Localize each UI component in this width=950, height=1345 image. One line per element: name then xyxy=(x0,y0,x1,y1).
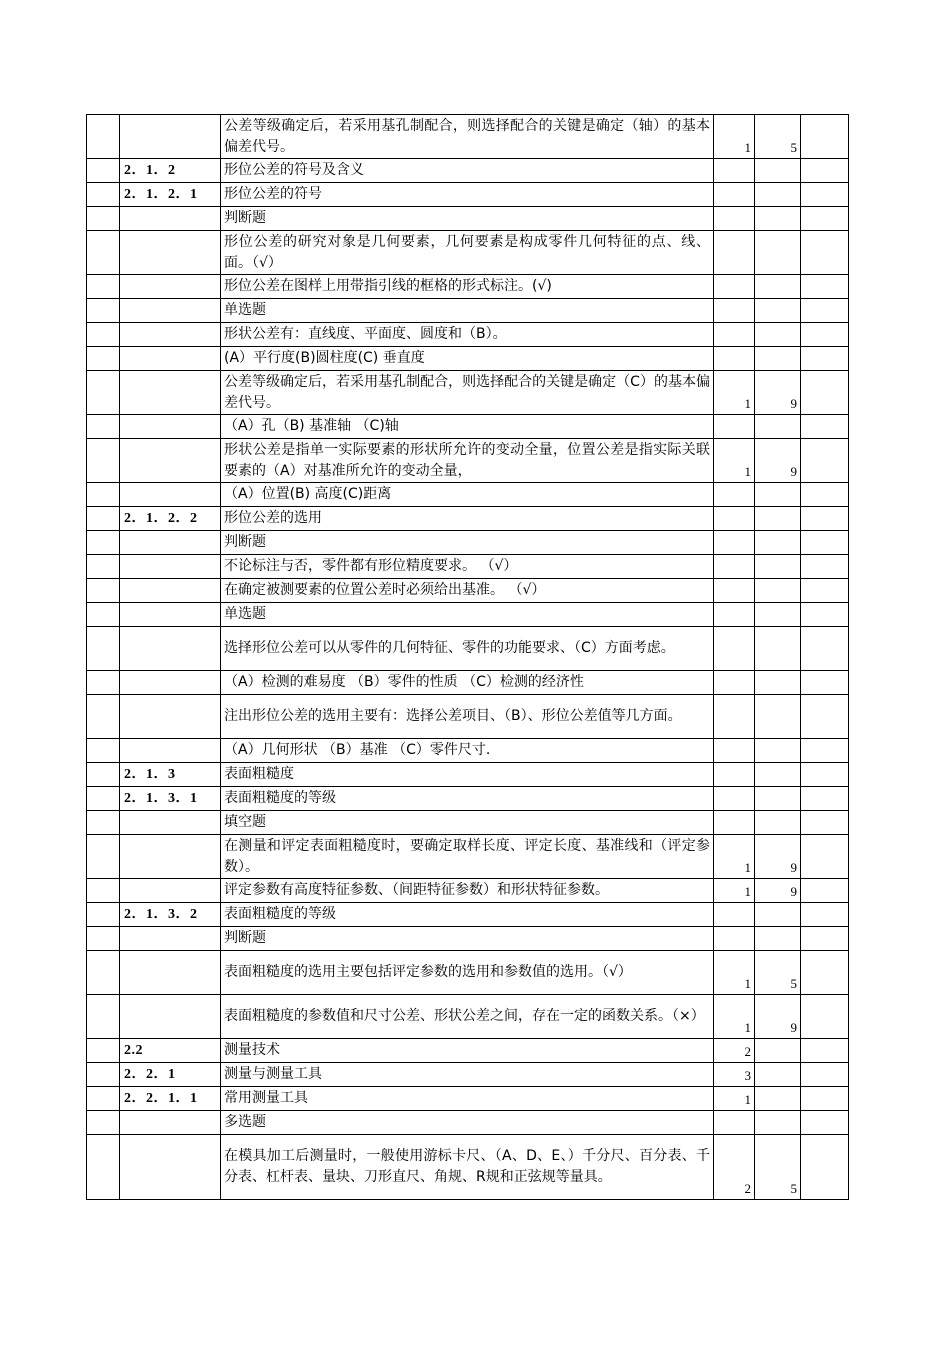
section-code-cell: 2．1．3．2 xyxy=(120,903,221,927)
section-code-cell: 2．2．1 xyxy=(120,1063,221,1087)
weight-cell xyxy=(755,275,801,299)
remark-cell xyxy=(801,183,849,207)
weight-cell xyxy=(755,415,801,439)
question-text-cell: （A）孔（B) 基准轴 （C)轴 xyxy=(221,415,714,439)
question-text-cell: 形状公差是指单一实际要素的形状所允许的变动全量，位置公差是指实际关联要素的（A）对基准所允许的变动全量， xyxy=(221,439,714,483)
index-cell xyxy=(87,439,120,483)
section-code-cell: 2．1．2．1 xyxy=(120,183,221,207)
section-code-cell xyxy=(120,835,221,879)
question-text-cell: 测量与测量工具 xyxy=(221,1063,714,1087)
question-text-cell: 单选题 xyxy=(221,603,714,627)
table-row xyxy=(87,1039,849,1063)
remark-cell xyxy=(801,1039,849,1063)
remark-cell xyxy=(801,347,849,371)
section-code-cell xyxy=(120,415,221,439)
table-row xyxy=(87,231,849,275)
index-cell xyxy=(87,507,120,531)
table-row xyxy=(87,159,849,183)
level-cell xyxy=(714,207,755,231)
section-code-cell: 2.2 xyxy=(120,1039,221,1063)
level-cell: 1 xyxy=(714,995,755,1039)
section-code-cell: 2．1．3．1 xyxy=(120,787,221,811)
remark-cell xyxy=(801,483,849,507)
remark-cell xyxy=(801,627,849,671)
weight-cell xyxy=(755,507,801,531)
section-code-cell xyxy=(120,995,221,1039)
table-row xyxy=(87,927,849,951)
weight-cell xyxy=(755,627,801,671)
table-row xyxy=(87,739,849,763)
table-row xyxy=(87,627,849,671)
index-cell xyxy=(87,323,120,347)
level-cell xyxy=(714,787,755,811)
question-text-cell: 单选题 xyxy=(221,299,714,323)
index-cell xyxy=(87,555,120,579)
weight-cell xyxy=(755,903,801,927)
table-row xyxy=(87,371,849,415)
weight-cell xyxy=(755,739,801,763)
remark-cell xyxy=(801,579,849,603)
remark-cell xyxy=(801,695,849,739)
remark-cell xyxy=(801,1063,849,1087)
question-text-cell: 形位公差在图样上用带指引线的框格的形式标注。(√) xyxy=(221,275,714,299)
remark-cell xyxy=(801,231,849,275)
section-code-cell: 2．1．3 xyxy=(120,763,221,787)
index-cell xyxy=(87,183,120,207)
level-cell xyxy=(714,299,755,323)
level-cell: 1 xyxy=(714,835,755,879)
remark-cell xyxy=(801,835,849,879)
level-cell xyxy=(714,671,755,695)
level-cell: 1 xyxy=(714,1087,755,1111)
remark-cell xyxy=(801,951,849,995)
level-cell: 1 xyxy=(714,371,755,415)
section-code-cell xyxy=(120,927,221,951)
table-row xyxy=(87,439,849,483)
index-cell xyxy=(87,231,120,275)
weight-cell: 9 xyxy=(755,371,801,415)
weight-cell: 9 xyxy=(755,439,801,483)
question-text-cell: 判断题 xyxy=(221,531,714,555)
index-cell xyxy=(87,1135,120,1200)
index-cell xyxy=(87,207,120,231)
level-cell xyxy=(714,811,755,835)
index-cell xyxy=(87,903,120,927)
remark-cell xyxy=(801,671,849,695)
index-cell xyxy=(87,299,120,323)
question-text-cell: 形位公差的研究对象是几何要素，几何要素是构成零件几何特征的点、线、面。（√） xyxy=(221,231,714,275)
remark-cell xyxy=(801,207,849,231)
level-cell: 3 xyxy=(714,1063,755,1087)
question-text-cell: （A）位置(B) 高度(C)距离 xyxy=(221,483,714,507)
question-text-cell: 常用测量工具 xyxy=(221,1087,714,1111)
index-cell xyxy=(87,763,120,787)
weight-cell xyxy=(755,347,801,371)
remark-cell xyxy=(801,603,849,627)
section-code-cell xyxy=(120,603,221,627)
question-text-cell: 表面粗糙度的等级 xyxy=(221,787,714,811)
question-text-cell: 选择形位公差可以从零件的几何特征、零件的功能要求、（C）方面考虑。 xyxy=(221,627,714,671)
question-text-cell: 多选题 xyxy=(221,1111,714,1135)
weight-cell: 9 xyxy=(755,995,801,1039)
remark-cell xyxy=(801,1087,849,1111)
table-row xyxy=(87,507,849,531)
section-code-cell xyxy=(120,811,221,835)
index-cell xyxy=(87,483,120,507)
question-text-cell: 表面粗糙度 xyxy=(221,763,714,787)
level-cell: 1 xyxy=(714,951,755,995)
remark-cell xyxy=(801,787,849,811)
table-row xyxy=(87,1087,849,1111)
weight-cell xyxy=(755,555,801,579)
index-cell xyxy=(87,1111,120,1135)
table-row xyxy=(87,995,849,1039)
remark-cell xyxy=(801,555,849,579)
weight-cell xyxy=(755,671,801,695)
remark-cell xyxy=(801,1135,849,1200)
table-row xyxy=(87,207,849,231)
index-cell xyxy=(87,347,120,371)
remark-cell xyxy=(801,811,849,835)
table-row xyxy=(87,183,849,207)
index-cell xyxy=(87,115,120,159)
index-cell xyxy=(87,1039,120,1063)
level-cell xyxy=(714,927,755,951)
level-cell xyxy=(714,231,755,275)
remark-cell xyxy=(801,159,849,183)
weight-cell xyxy=(755,1039,801,1063)
weight-cell xyxy=(755,1111,801,1135)
remark-cell xyxy=(801,275,849,299)
level-cell: 1 xyxy=(714,879,755,903)
level-cell xyxy=(714,531,755,555)
question-text-cell: 不论标注与否，零件都有形位精度要求。 （√） xyxy=(221,555,714,579)
question-text-cell: 评定参数有高度特征参数、（间距特征参数）和形状特征参数。 xyxy=(221,879,714,903)
index-cell xyxy=(87,879,120,903)
table-row xyxy=(87,787,849,811)
weight-cell xyxy=(755,159,801,183)
question-text-cell: 公差等级确定后，若采用基孔制配合，则选择配合的关键是确定（C）的基本偏差代号。 xyxy=(221,371,714,415)
weight-cell xyxy=(755,299,801,323)
level-cell xyxy=(714,903,755,927)
section-code-cell xyxy=(120,695,221,739)
table-row xyxy=(87,1111,849,1135)
table-row xyxy=(87,555,849,579)
table-row xyxy=(87,1063,849,1087)
table-row xyxy=(87,415,849,439)
weight-cell: 5 xyxy=(755,1135,801,1200)
question-text-cell: 注出形位公差的选用主要有：选择公差项目、（B）、形位公差值等几方面。 xyxy=(221,695,714,739)
section-code-cell xyxy=(120,275,221,299)
index-cell xyxy=(87,159,120,183)
weight-cell: 5 xyxy=(755,951,801,995)
level-cell xyxy=(714,763,755,787)
remark-cell xyxy=(801,995,849,1039)
question-text-cell: 判断题 xyxy=(221,927,714,951)
table-row xyxy=(87,671,849,695)
question-text-cell: 表面粗糙度的选用主要包括评定参数的选用和参数值的选用。（√） xyxy=(221,951,714,995)
remark-cell xyxy=(801,299,849,323)
index-cell xyxy=(87,603,120,627)
table-row xyxy=(87,695,849,739)
remark-cell xyxy=(801,415,849,439)
question-text-cell: （A）检测的难易度 （B）零件的性质 （C）检测的经济性 xyxy=(221,671,714,695)
question-table xyxy=(86,114,849,1200)
level-cell xyxy=(714,1111,755,1135)
remark-cell xyxy=(801,739,849,763)
question-text-cell: 在模具加工后测量时，一般使用游标卡尺、（A、D、E、）千分尺、百分表、千分表、杠杆表、量块、刀形直尺、角规、R规和正弦规等量具。 xyxy=(221,1135,714,1200)
level-cell xyxy=(714,579,755,603)
level-cell xyxy=(714,555,755,579)
remark-cell xyxy=(801,879,849,903)
level-cell xyxy=(714,739,755,763)
index-cell xyxy=(87,1087,120,1111)
index-cell xyxy=(87,579,120,603)
question-text-cell: (A）平行度(B)圆柱度(C) 垂直度 xyxy=(221,347,714,371)
section-code-cell xyxy=(120,115,221,159)
index-cell xyxy=(87,1063,120,1087)
question-text-cell: 在测量和评定表面粗糙度时，要确定取样长度、评定长度、基准线和（评定参数）。 xyxy=(221,835,714,879)
index-cell xyxy=(87,371,120,415)
table-row xyxy=(87,1135,849,1200)
table-row xyxy=(87,579,849,603)
section-code-cell xyxy=(120,671,221,695)
level-cell xyxy=(714,159,755,183)
level-cell xyxy=(714,603,755,627)
question-text-cell: 表面粗糙度的参数值和尺寸公差、形状公差之间，存在一定的函数关系。（×） xyxy=(221,995,714,1039)
level-cell: 2 xyxy=(714,1135,755,1200)
remark-cell xyxy=(801,507,849,531)
level-cell xyxy=(714,507,755,531)
index-cell xyxy=(87,835,120,879)
remark-cell xyxy=(801,323,849,347)
question-text-cell: 在确定被测要素的位置公差时必须给出基准。 （√） xyxy=(221,579,714,603)
table-row xyxy=(87,603,849,627)
index-cell xyxy=(87,671,120,695)
table-row xyxy=(87,323,849,347)
section-code-cell xyxy=(120,439,221,483)
index-cell xyxy=(87,739,120,763)
section-code-cell xyxy=(120,207,221,231)
weight-cell xyxy=(755,1063,801,1087)
remark-cell xyxy=(801,1111,849,1135)
index-cell xyxy=(87,695,120,739)
section-code-cell xyxy=(120,739,221,763)
table-row xyxy=(87,763,849,787)
section-code-cell xyxy=(120,483,221,507)
index-cell xyxy=(87,627,120,671)
table-row xyxy=(87,951,849,995)
table-row xyxy=(87,903,849,927)
question-text-cell: 形位公差的符号及含义 xyxy=(221,159,714,183)
index-cell xyxy=(87,787,120,811)
level-cell xyxy=(714,627,755,671)
section-code-cell xyxy=(120,579,221,603)
level-cell xyxy=(714,323,755,347)
section-code-cell xyxy=(120,555,221,579)
index-cell xyxy=(87,275,120,299)
weight-cell xyxy=(755,531,801,555)
weight-cell xyxy=(755,811,801,835)
level-cell: 1 xyxy=(714,439,755,483)
section-code-cell xyxy=(120,371,221,415)
remark-cell xyxy=(801,903,849,927)
weight-cell xyxy=(755,695,801,739)
section-code-cell xyxy=(120,231,221,275)
weight-cell xyxy=(755,207,801,231)
remark-cell xyxy=(801,531,849,555)
index-cell xyxy=(87,951,120,995)
question-text-cell: 填空题 xyxy=(221,811,714,835)
table-row xyxy=(87,275,849,299)
remark-cell xyxy=(801,763,849,787)
index-cell xyxy=(87,995,120,1039)
weight-cell xyxy=(755,787,801,811)
weight-cell xyxy=(755,183,801,207)
weight-cell xyxy=(755,231,801,275)
question-text-cell: 形位公差的符号 xyxy=(221,183,714,207)
remark-cell xyxy=(801,371,849,415)
question-text-cell: 形状公差有：直线度、平面度、圆度和（B）。 xyxy=(221,323,714,347)
level-cell xyxy=(714,415,755,439)
section-code-cell xyxy=(120,299,221,323)
section-code-cell xyxy=(120,879,221,903)
level-cell xyxy=(714,483,755,507)
index-cell xyxy=(87,811,120,835)
section-code-cell xyxy=(120,627,221,671)
table-body xyxy=(87,115,849,1200)
level-cell xyxy=(714,695,755,739)
weight-cell xyxy=(755,323,801,347)
section-code-cell xyxy=(120,347,221,371)
section-code-cell xyxy=(120,531,221,555)
table-row xyxy=(87,483,849,507)
question-text-cell: 形位公差的选用 xyxy=(221,507,714,531)
index-cell xyxy=(87,531,120,555)
weight-cell xyxy=(755,1087,801,1111)
weight-cell: 9 xyxy=(755,835,801,879)
table-row xyxy=(87,299,849,323)
level-cell: 2 xyxy=(714,1039,755,1063)
weight-cell: 5 xyxy=(755,115,801,159)
question-text-cell: （A）几何形状 （B）基准 （C）零件尺寸. xyxy=(221,739,714,763)
table-row xyxy=(87,811,849,835)
section-code-cell: 2．1．2．2 xyxy=(120,507,221,531)
section-code-cell xyxy=(120,1111,221,1135)
weight-cell xyxy=(755,927,801,951)
weight-cell xyxy=(755,483,801,507)
question-text-cell: 判断题 xyxy=(221,207,714,231)
level-cell: 1 xyxy=(714,115,755,159)
remark-cell xyxy=(801,115,849,159)
index-cell xyxy=(87,927,120,951)
section-code-cell xyxy=(120,323,221,347)
section-code-cell: 2．1．2 xyxy=(120,159,221,183)
level-cell xyxy=(714,183,755,207)
table-row xyxy=(87,115,849,159)
question-text-cell: 测量技术 xyxy=(221,1039,714,1063)
section-code-cell: 2．2．1．1 xyxy=(120,1087,221,1111)
weight-cell: 9 xyxy=(755,879,801,903)
weight-cell xyxy=(755,579,801,603)
weight-cell xyxy=(755,763,801,787)
remark-cell xyxy=(801,439,849,483)
question-text-cell: 公差等级确定后，若采用基孔制配合，则选择配合的关键是确定（轴）的基本偏差代号。 xyxy=(221,115,714,159)
question-text-cell: 表面粗糙度的等级 xyxy=(221,903,714,927)
section-code-cell xyxy=(120,951,221,995)
table-row xyxy=(87,347,849,371)
table-row xyxy=(87,531,849,555)
weight-cell xyxy=(755,603,801,627)
remark-cell xyxy=(801,927,849,951)
index-cell xyxy=(87,415,120,439)
table-row xyxy=(87,835,849,879)
level-cell xyxy=(714,347,755,371)
level-cell xyxy=(714,275,755,299)
section-code-cell xyxy=(120,1135,221,1200)
table-row xyxy=(87,879,849,903)
